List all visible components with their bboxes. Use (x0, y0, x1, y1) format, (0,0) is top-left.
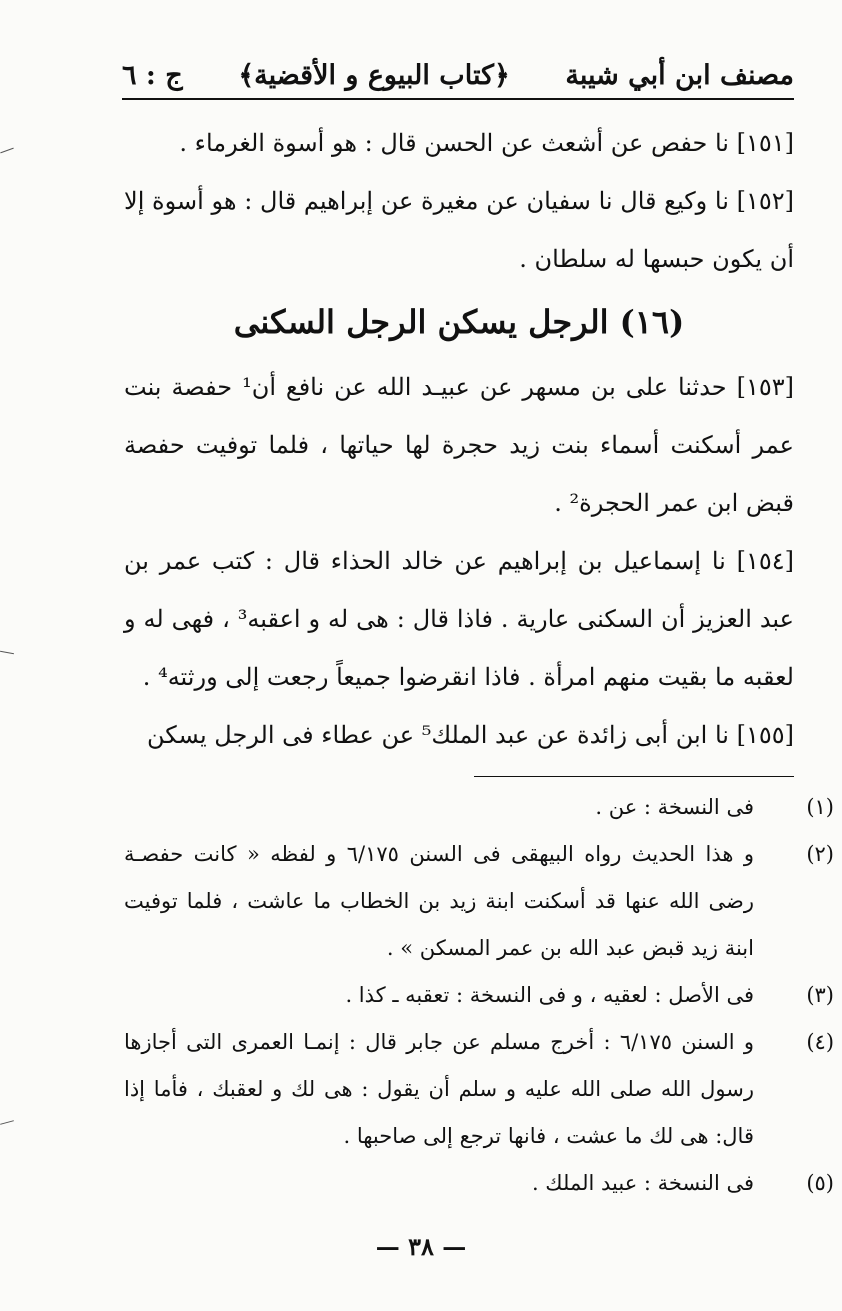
footnotes (124, 784, 835, 1207)
paragraph-151: [١٥١] نا حفص عن أشعث عن الحسن قال : هو أسوة الغرماء . (179, 129, 794, 157)
margin-mark (0, 1120, 14, 1125)
main-text (124, 114, 794, 764)
paragraph-153: [١٥٣] حدثنا على بن مسهر عن عبيـد الله عن نافع أن¹ حفصة بنت عمر أسكنت أسماء بنت زيد حجرة لها حياتها ، فلما توفيت حفصة قبض ابن عمر الحجرة² . (124, 373, 795, 517)
footnote-number: (١) (806, 795, 834, 819)
footnote-text: فى النسخة : عبيد الملك . (531, 1171, 754, 1195)
book-title: مصنف ابن أبي شيبة (565, 59, 794, 91)
chapter-heading: (١٦) الرجل يسكن الرجل السكنى (233, 303, 685, 341)
footnote-rule (474, 776, 794, 777)
running-header (122, 52, 794, 98)
paragraph-154: [١٥٤] نا إسماعيل بن إبراهيم عن خالد الحذاء قال : كتب عمر بن عبد العزيز أن السكنى عارية . فاذا قال : هى له و اعقبه³ ، فهى له و لعقبه ما بقيت منهم امرأة . فاذا انقرضوا جميعاً رجعت إلى ورثته⁴ . (124, 547, 794, 691)
footnote-2 (124, 831, 834, 972)
footnote-number: (٢) (806, 842, 834, 866)
footnote-text: و هذا الحديث رواه البيهقى فى السنن ٦/١٧٥ و لفظه « كانت حفصـة رضى الله عنها قد أسكنت ابنة زيد بن الخطاب ما عاشت ، فلما توفيت ابنة زيد قبض عبد الله بن عمر المسكن » . (124, 842, 754, 960)
section-title: ﴿كتاب البيوع و الأقضية﴾ (238, 59, 510, 91)
paragraph-152: [١٥٢] نا وكيع قال نا سفيان عن مغيرة عن إبراهيم قال : هو أسوة إلا أن يكون حبسها له سلطان . (124, 187, 794, 273)
volume-number: ج : ٦ (122, 59, 183, 91)
margin-mark (0, 651, 14, 654)
footnote-number: (٥) (806, 1171, 834, 1195)
paragraph-155: [١٥٥] نا ابن أبى زائدة عن عبد الملك⁵ عن عطاء فى الرجل يسكن (147, 721, 794, 749)
footnote-text: فى النسخة : عن . (595, 795, 754, 819)
footnote-5 (124, 1160, 834, 1207)
header-rule (122, 98, 794, 100)
footnote-text: فى الأصل : لعقيه ، و فى النسخة : تعقبه ـ كذا . (345, 983, 754, 1007)
footnote-number: (٤) (806, 1030, 835, 1054)
margin-mark (0, 148, 13, 154)
footnote-text: و السنن ٦/١٧٥ : أخرج مسلم عن جابر قال : إنمـا العمرى التى أجازها رسول الله صلى الله عليه و سلم أن يقول : هى لك و لعقبك ، فأما إذا قال: هى لك ما عشت ، فانها ترجع إلى صاحبها . (124, 1030, 755, 1148)
page-number: — ٣٨ — (375, 1232, 467, 1261)
footnote-3 (124, 972, 834, 1019)
footnote-4 (124, 1019, 835, 1160)
footnote-number: (٣) (806, 983, 834, 1007)
footnote-1 (124, 784, 834, 831)
